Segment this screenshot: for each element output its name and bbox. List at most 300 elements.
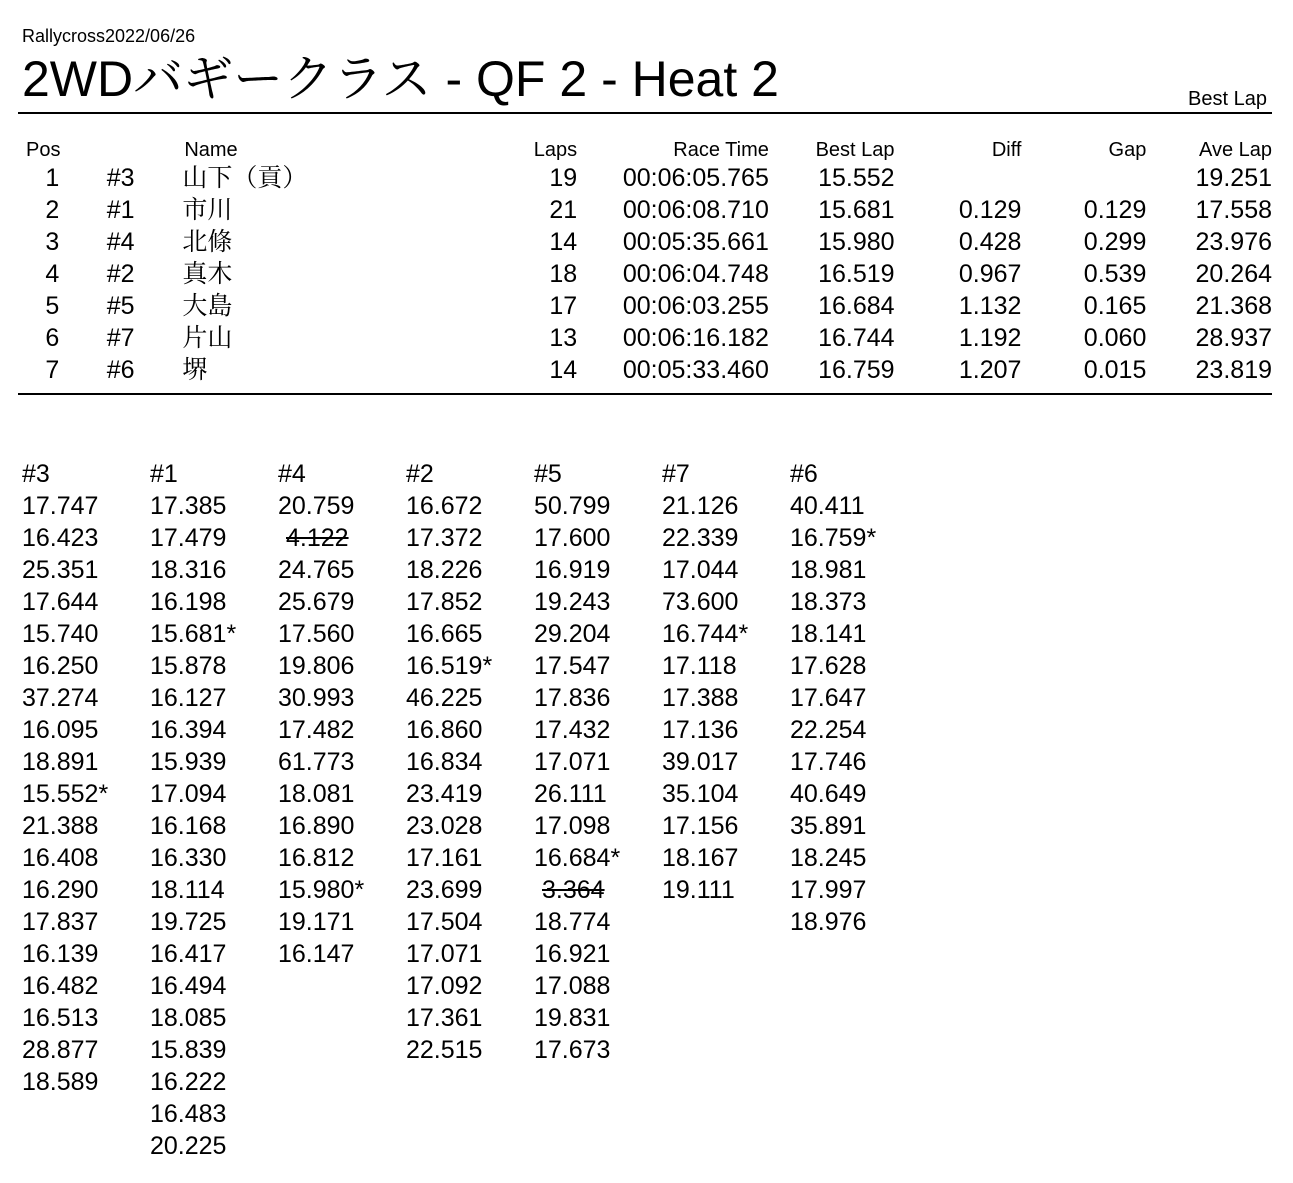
lap-time (150, 874, 278, 906)
lap-time (22, 842, 150, 874)
lap-time-value: 17.432 (534, 716, 611, 744)
lap-time (790, 874, 918, 906)
lap-column (278, 458, 406, 970)
lap-time (150, 682, 278, 714)
lap-time (406, 810, 534, 842)
lap-column (406, 458, 534, 1066)
result-race-time: 00:05:33.460 (622, 356, 769, 384)
lap-time-value: 16.812 (278, 844, 355, 872)
result-laps: 19 (549, 164, 578, 192)
event-label: Rallycross2022/06/26 (22, 26, 196, 46)
header-divider (18, 112, 1272, 114)
lap-time-value: 21.388 (22, 812, 99, 840)
result-diff (897, 162, 1022, 194)
lap-time (278, 746, 406, 778)
lap-time (22, 682, 150, 714)
lap-time (406, 554, 534, 586)
lap-time-value: 17.071 (534, 748, 611, 776)
sort-label: Best Lap (1188, 88, 1267, 110)
lap-time-value: 16.483 (150, 1100, 227, 1128)
col-ave-lap: Ave Lap (1198, 139, 1272, 161)
result-ave-lap: 28.937 (1195, 324, 1272, 352)
lap-time (278, 586, 406, 618)
lap-time (406, 906, 534, 938)
lap-time-value: 16.408 (22, 844, 99, 872)
lap-time-value: 17.997 (790, 876, 867, 904)
lap-time-value: 18.316 (150, 556, 227, 584)
lap-time-value: 17.044 (662, 556, 739, 584)
lap-time (662, 554, 790, 586)
result-laps: 14 (549, 356, 578, 384)
lap-time-value: 17.361 (406, 1004, 483, 1032)
lap-time-value: 16.250 (22, 652, 99, 680)
lap-time-best (278, 874, 406, 906)
lap-time-value: 16.222 (150, 1068, 227, 1096)
lap-time-value: 17.836 (534, 684, 611, 712)
lap-time (406, 842, 534, 874)
results-row (18, 162, 1272, 194)
lap-column (662, 458, 790, 906)
lap-time-value: 17.385 (150, 492, 227, 520)
lap-time (662, 682, 790, 714)
lap-time-value: 18.774 (534, 908, 611, 936)
result-gap: 0.539 (1083, 260, 1147, 288)
lap-time (278, 778, 406, 810)
result-race-time: 00:06:04.748 (622, 260, 769, 288)
best-lap-marker: * (354, 876, 365, 904)
lap-time-value: 18.167 (662, 844, 739, 872)
result-laps: 17 (549, 292, 578, 320)
lap-time-value: 61.773 (278, 748, 355, 776)
lap-column (150, 458, 278, 1162)
results-table (18, 138, 1272, 386)
lap-time (150, 1034, 278, 1066)
result-diff: 0.428 (958, 228, 1022, 256)
lap-time (22, 490, 150, 522)
lap-time (790, 490, 918, 522)
lap-time (406, 938, 534, 970)
results-row (18, 290, 1272, 322)
lap-time (790, 650, 918, 682)
result-race-time: 00:06:03.255 (622, 292, 769, 320)
lap-time-value: 17.673 (534, 1036, 611, 1064)
result-diff: 1.207 (958, 356, 1022, 384)
lap-time (534, 682, 662, 714)
best-lap-marker: * (98, 780, 109, 808)
col-gap: Gap (1108, 139, 1147, 161)
result-car-number: #2 (106, 260, 135, 288)
result-driver-name: 市川 (182, 196, 233, 224)
lap-time-value: 20.225 (150, 1132, 227, 1160)
result-laps: 13 (549, 324, 578, 352)
col-car (87, 138, 183, 162)
lap-time-value: 17.482 (278, 716, 355, 744)
best-lap-marker: * (738, 620, 749, 648)
result-driver-name: 堺 (182, 356, 208, 384)
lap-time-value: 16.127 (150, 684, 227, 712)
best-lap-marker: * (226, 620, 237, 648)
lap-time (22, 650, 150, 682)
lap-time-value: 22.339 (662, 524, 739, 552)
lap-time (150, 746, 278, 778)
lap-time (790, 554, 918, 586)
result-best-lap: 15.681 (818, 196, 895, 224)
lap-time-value: 35.891 (790, 812, 867, 840)
lap-time (406, 682, 534, 714)
lap-time (22, 810, 150, 842)
lap-time-value: 18.589 (22, 1068, 99, 1096)
lap-time-value: 16.330 (150, 844, 227, 872)
lap-time (662, 522, 790, 554)
lap-time (150, 778, 278, 810)
result-pos: 1 (45, 164, 60, 192)
result-laps: 21 (549, 196, 578, 224)
lap-time (22, 746, 150, 778)
result-ave-lap: 21.368 (1195, 292, 1272, 320)
results-row (18, 354, 1272, 386)
lap-column-car-number: #6 (790, 460, 818, 488)
lap-time-value: 16.482 (22, 972, 99, 1000)
results-row (18, 226, 1272, 258)
lap-time (406, 1034, 534, 1066)
lap-time (790, 586, 918, 618)
lap-time-value: 19.725 (150, 908, 227, 936)
col-best-lap: Best Lap (815, 139, 895, 161)
lap-time (662, 746, 790, 778)
lap-time (662, 810, 790, 842)
lap-time-value: 4.122 (286, 524, 349, 552)
result-pos: 3 (45, 228, 60, 256)
lap-time (534, 490, 662, 522)
lap-column-car-number: #7 (662, 460, 690, 488)
lap-time (150, 554, 278, 586)
lap-time (406, 618, 534, 650)
lap-time (534, 938, 662, 970)
result-driver-name: 山下（貢） (182, 164, 308, 192)
lap-time-value: 17.388 (662, 684, 739, 712)
col-pos: Pos (26, 139, 61, 161)
result-pos: 4 (45, 260, 60, 288)
lap-time-value: 15.980 (278, 876, 355, 904)
lap-time (790, 778, 918, 810)
lap-time-value: 15.878 (150, 652, 227, 680)
lap-time-value: 16.834 (406, 748, 483, 776)
lap-time (22, 714, 150, 746)
lap-column (790, 458, 918, 938)
lap-time-value: 16.494 (150, 972, 227, 1000)
lap-time-value: 46.225 (406, 684, 483, 712)
lap-time (22, 618, 150, 650)
lap-time (278, 682, 406, 714)
lap-time (150, 650, 278, 682)
lap-time (278, 554, 406, 586)
lap-time-value: 17.746 (790, 748, 867, 776)
lap-time (534, 810, 662, 842)
lap-time-value: 15.552 (22, 780, 99, 808)
lap-time-value: 16.860 (406, 716, 483, 744)
lap-time (406, 746, 534, 778)
lap-time-value: 23.699 (406, 876, 483, 904)
lap-time-value: 16.672 (406, 492, 483, 520)
lap-time (534, 906, 662, 938)
lap-time (534, 1002, 662, 1034)
lap-time-value: 16.759 (790, 524, 867, 552)
result-gap: 0.129 (1083, 196, 1147, 224)
result-best-lap: 16.684 (818, 292, 895, 320)
lap-time-value: 15.740 (22, 620, 99, 648)
lap-time-value: 19.831 (534, 1004, 611, 1032)
lap-time (150, 1066, 278, 1098)
lap-column-car-number: #4 (278, 460, 306, 488)
lap-time-value: 22.515 (406, 1036, 483, 1064)
lap-time (22, 970, 150, 1002)
result-pos: 6 (45, 324, 60, 352)
lap-time (790, 842, 918, 874)
lap-time-value: 22.254 (790, 716, 867, 744)
result-gap: 0.165 (1083, 292, 1147, 320)
lap-time-value: 18.081 (278, 780, 355, 808)
lap-time (534, 970, 662, 1002)
lap-time (790, 810, 918, 842)
lap-column (534, 458, 662, 1066)
lap-time-value: 18.891 (22, 748, 99, 776)
lap-time (22, 522, 150, 554)
best-lap-marker: * (610, 844, 621, 872)
lap-time-value: 17.136 (662, 716, 739, 744)
lap-time (278, 906, 406, 938)
lap-time-value: 17.747 (22, 492, 99, 520)
lap-time (534, 618, 662, 650)
lap-time (790, 714, 918, 746)
lap-time-value: 21.126 (662, 492, 739, 520)
lap-time (534, 714, 662, 746)
lap-time (278, 618, 406, 650)
result-car-number: #5 (106, 292, 135, 320)
lap-time (278, 842, 406, 874)
lap-column-car-number: #2 (406, 460, 434, 488)
lap-column-car-number: #3 (22, 460, 50, 488)
lap-time (150, 522, 278, 554)
lap-time (790, 906, 918, 938)
lap-time (662, 714, 790, 746)
result-car-number: #3 (106, 164, 135, 192)
lap-time-value: 17.852 (406, 588, 483, 616)
result-pos: 7 (45, 356, 60, 384)
lap-time (150, 490, 278, 522)
lap-time-value: 16.519 (406, 652, 483, 680)
lap-time-value: 39.017 (662, 748, 739, 776)
lap-time (150, 714, 278, 746)
lap-time (662, 778, 790, 810)
results-header-row (18, 138, 1272, 162)
lap-time-value: 40.411 (790, 492, 865, 520)
lap-time (406, 874, 534, 906)
lap-time-value: 17.372 (406, 524, 483, 552)
lap-column (22, 458, 150, 1098)
lap-time-value: 25.351 (22, 556, 99, 584)
result-pos: 5 (45, 292, 60, 320)
lap-time-value: 18.976 (790, 908, 867, 936)
lap-time-value: 18.085 (150, 1004, 227, 1032)
result-ave-lap: 20.264 (1195, 260, 1272, 288)
lap-time (534, 1034, 662, 1066)
result-ave-lap: 23.976 (1195, 228, 1272, 256)
lap-time-value: 15.939 (150, 748, 227, 776)
lap-time (150, 938, 278, 970)
lap-time-value: 17.504 (406, 908, 483, 936)
result-laps: 18 (549, 260, 578, 288)
lap-time-value: 17.118 (662, 652, 737, 680)
result-gap: 0.060 (1083, 324, 1147, 352)
col-name: Name (184, 139, 238, 161)
result-car-number: #4 (106, 228, 135, 256)
lap-time-value: 17.644 (22, 588, 99, 616)
result-best-lap: 16.744 (818, 324, 895, 352)
best-lap-marker: * (866, 524, 877, 552)
lap-time-value: 17.161 (406, 844, 483, 872)
lap-time-value: 35.104 (662, 780, 739, 808)
lap-time-value: 18.245 (790, 844, 867, 872)
col-laps: Laps (533, 139, 578, 161)
result-driver-name: 片山 (182, 324, 233, 352)
lap-time-value: 17.837 (22, 908, 99, 936)
lap-time-best (790, 522, 918, 554)
result-diff: 0.129 (958, 196, 1022, 224)
lap-time (662, 650, 790, 682)
page-title: 2WDバギークラス - QF 2 - Heat 2 (22, 51, 779, 107)
lap-time-value: 16.147 (278, 940, 355, 968)
lap-time-value: 16.744 (662, 620, 739, 648)
lap-time (150, 1002, 278, 1034)
lap-time-value: 18.114 (150, 876, 225, 904)
lap-time-value: 19.111 (662, 876, 735, 904)
lap-time-value: 17.479 (150, 524, 227, 552)
result-laps: 14 (549, 228, 578, 256)
lap-time (278, 938, 406, 970)
lap-time (150, 586, 278, 618)
lap-time-value: 16.095 (22, 716, 99, 744)
lap-time-value: 40.649 (790, 780, 867, 808)
lap-time-best (534, 842, 662, 874)
result-race-time: 00:05:35.661 (622, 228, 769, 256)
result-car-number: #1 (106, 196, 135, 224)
lap-time-value: 18.981 (790, 556, 867, 584)
lap-time-value: 3.364 (542, 876, 605, 904)
result-ave-lap: 17.558 (1195, 196, 1272, 224)
lap-time (534, 586, 662, 618)
lap-time-value: 17.071 (406, 940, 483, 968)
lap-time (22, 938, 150, 970)
lap-time-value: 19.243 (534, 588, 611, 616)
lap-time-value: 16.168 (150, 812, 227, 840)
lap-time-value: 18.141 (790, 620, 867, 648)
lap-column-car-number: #5 (534, 460, 562, 488)
result-gap: 0.015 (1083, 356, 1147, 384)
lap-time (278, 810, 406, 842)
lap-time-value: 29.204 (534, 620, 611, 648)
lap-time (790, 682, 918, 714)
result-best-lap: 15.552 (818, 164, 895, 192)
lap-time (406, 1002, 534, 1034)
lap-time (150, 810, 278, 842)
result-gap: 0.299 (1083, 228, 1147, 256)
lap-time (534, 650, 662, 682)
results-divider (18, 393, 1272, 395)
lap-time (150, 1098, 278, 1130)
lap-time-value: 17.647 (790, 684, 867, 712)
col-race-time: Race Time (673, 139, 769, 161)
lap-time (534, 554, 662, 586)
lap-time (278, 490, 406, 522)
lap-time-value: 16.290 (22, 876, 99, 904)
lap-time (662, 490, 790, 522)
lap-time-value: 17.088 (534, 972, 611, 1000)
result-driver-name: 大島 (182, 292, 233, 320)
lap-time (406, 970, 534, 1002)
lap-time-value: 24.765 (278, 556, 355, 584)
result-driver-name: 北條 (182, 228, 233, 256)
lap-time-best (150, 618, 278, 650)
lap-time (22, 1066, 150, 1098)
lap-time (150, 842, 278, 874)
col-diff: Diff (991, 139, 1022, 161)
result-race-time: 00:06:08.710 (622, 196, 769, 224)
lap-column-car-number: #1 (150, 460, 178, 488)
result-best-lap: 15.980 (818, 228, 895, 256)
lap-time-value: 15.839 (150, 1036, 227, 1064)
lap-time (662, 842, 790, 874)
lap-time (662, 874, 790, 906)
lap-time-value: 17.092 (406, 972, 483, 1000)
lap-time (278, 714, 406, 746)
lap-time (790, 746, 918, 778)
lap-time (406, 586, 534, 618)
lap-time (406, 778, 534, 810)
result-ave-lap: 19.251 (1195, 164, 1272, 192)
lap-time-value: 16.890 (278, 812, 355, 840)
result-ave-lap: 23.819 (1195, 356, 1272, 384)
result-diff: 1.192 (958, 324, 1022, 352)
lap-time-void (278, 522, 406, 554)
results-row (18, 322, 1272, 354)
results-row (18, 258, 1272, 290)
lap-time-value: 23.028 (406, 812, 483, 840)
lap-time (22, 586, 150, 618)
lap-time-value: 16.417 (150, 940, 227, 968)
lap-time-value: 37.274 (22, 684, 99, 712)
lap-time-value: 17.156 (662, 812, 739, 840)
lap-time-value: 28.877 (22, 1036, 99, 1064)
lap-time-best (22, 778, 150, 810)
lap-time-value: 19.806 (278, 652, 355, 680)
lap-time-value: 17.547 (534, 652, 611, 680)
lap-time-value: 16.921 (534, 940, 611, 968)
lap-time (150, 1130, 278, 1162)
lap-time-value: 16.513 (22, 1004, 99, 1032)
result-best-lap: 16.759 (818, 356, 895, 384)
lap-time-void (534, 874, 662, 906)
lap-time (278, 650, 406, 682)
lap-time (22, 874, 150, 906)
lap-time (534, 522, 662, 554)
lap-time-best (662, 618, 790, 650)
lap-time-value: 18.373 (790, 588, 867, 616)
lap-time-value: 16.423 (22, 524, 99, 552)
lap-time (22, 906, 150, 938)
lap-time (406, 522, 534, 554)
lap-time-value: 17.600 (534, 524, 611, 552)
lap-time-value: 17.560 (278, 620, 355, 648)
